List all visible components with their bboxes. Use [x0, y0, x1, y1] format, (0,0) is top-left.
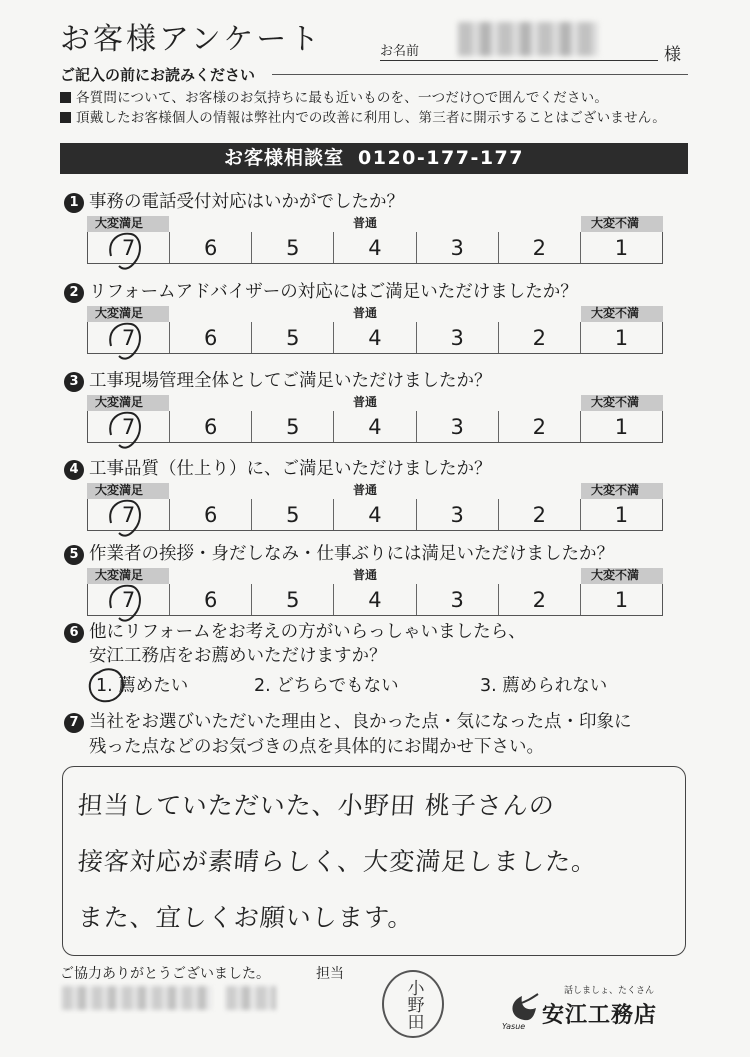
- rating-option-5[interactable]: 5: [251, 499, 333, 530]
- rating-option-7[interactable]: 7: [121, 415, 136, 439]
- scale-header: [87, 214, 663, 232]
- rating-option-4[interactable]: 4: [333, 232, 415, 263]
- question-6: [64, 618, 526, 643]
- comment-line-2: 接客対応が素晴らしく、大変満足しました。: [76, 847, 599, 876]
- rating-option-5[interactable]: 5: [251, 322, 333, 353]
- question-6-line2: 安江工務店をお薦めいただけますか？: [89, 646, 387, 666]
- rating-option-3[interactable]: 3: [416, 584, 498, 615]
- scale-header: [87, 481, 663, 499]
- scale-header: [87, 304, 663, 322]
- label-neutral: 普通: [353, 483, 378, 497]
- question-text: リフォームアドバイザーの対応にはご満足いただけましたか？: [89, 282, 578, 302]
- rating-option-7[interactable]: 7: [121, 326, 136, 350]
- rating-option-7[interactable]: 7: [121, 588, 136, 612]
- customer-name-redacted: [458, 22, 598, 56]
- rating-option-2[interactable]: 2: [498, 584, 580, 615]
- question-7-line2: 残った点などのお気づきの点を具体的にお聞かせ下さい。: [89, 737, 544, 757]
- rating-option-6[interactable]: 6: [169, 232, 251, 263]
- scale-row: [87, 411, 663, 443]
- name-honorific: 様: [664, 45, 681, 65]
- label-very-satisfied: 大変満足: [95, 306, 144, 320]
- square-bullet-icon: [60, 92, 71, 103]
- rating-option-1[interactable]: 1: [580, 411, 662, 442]
- rating-option-3[interactable]: 3: [416, 232, 498, 263]
- label-neutral: 普通: [353, 568, 378, 582]
- rating-option-3[interactable]: 3: [416, 322, 498, 353]
- intro-note-1: 各質問について、お客様のお気持ちに最も近いものを、一つだけ○で囲んでください。: [60, 86, 608, 106]
- option-recommend[interactable]: 1. 薦めたい: [96, 676, 189, 696]
- rating-option-1[interactable]: 1: [580, 232, 662, 263]
- contact-phone: 0120-177-177: [358, 147, 524, 169]
- rating-scale: [87, 566, 663, 618]
- rating-option-4[interactable]: 4: [333, 411, 415, 442]
- scale-header: [87, 566, 663, 584]
- question-2: [64, 278, 578, 303]
- logo-tagline: 話しましょ、たくさん: [564, 986, 655, 996]
- handwritten-circle-icon: [101, 493, 147, 543]
- question-number-badge: 1: [64, 193, 84, 213]
- comment-line-3: また、宜しくお願いします。: [76, 903, 415, 932]
- rating-option-5[interactable]: 5: [251, 584, 333, 615]
- leaf-logo-icon: [504, 990, 544, 1026]
- question-number-badge: 3: [64, 372, 84, 392]
- label-very-dissatisfied: 大変不満: [591, 306, 640, 320]
- question-5: [64, 540, 614, 565]
- rating-option-6[interactable]: 6: [169, 411, 251, 442]
- question-1: [64, 188, 404, 213]
- handwritten-circle-icon: [101, 316, 147, 366]
- label-very-satisfied: 大変満足: [95, 568, 144, 582]
- question-text: 工事現場管理全体としてご満足いただけましたか？: [89, 371, 492, 391]
- scale-row: [87, 232, 663, 264]
- rating-option-6[interactable]: 6: [169, 584, 251, 615]
- scale-header: [87, 393, 663, 411]
- logo-subtext: Yasue: [502, 1022, 526, 1031]
- handwritten-circle-icon: [82, 664, 132, 706]
- rating-option-2[interactable]: 2: [498, 232, 580, 263]
- option-not-recommend[interactable]: 3. 薦められない: [480, 676, 608, 696]
- rating-scale: [87, 214, 663, 266]
- rating-option-7[interactable]: 7: [121, 503, 136, 527]
- rating-option-3[interactable]: 3: [416, 411, 498, 442]
- scale-row: [87, 584, 663, 616]
- scale-row: [87, 499, 663, 531]
- rating-option-5[interactable]: 5: [251, 232, 333, 263]
- rating-option-1[interactable]: 1: [580, 499, 662, 530]
- rating-option-5[interactable]: 5: [251, 411, 333, 442]
- label-very-dissatisfied: 大変不満: [591, 568, 640, 582]
- handwritten-circle-icon: [101, 226, 147, 276]
- rating-option-2[interactable]: 2: [498, 499, 580, 530]
- rating-option-6[interactable]: 6: [169, 322, 251, 353]
- label-neutral: 普通: [353, 216, 378, 230]
- rating-option-6[interactable]: 6: [169, 499, 251, 530]
- question-number-badge: 6: [64, 623, 84, 643]
- staff-label: 担当: [316, 966, 344, 982]
- label-very-dissatisfied: 大変不満: [591, 216, 640, 230]
- label-very-dissatisfied: 大変不満: [591, 395, 640, 409]
- handwritten-circle-icon: [101, 405, 147, 455]
- form-title: お客様アンケート: [60, 22, 323, 57]
- question-number-badge: 2: [64, 283, 84, 303]
- square-bullet-icon: [60, 112, 71, 123]
- scale-row: [87, 322, 663, 354]
- contact-label: お客様相談室: [224, 147, 345, 169]
- staff-seal: 小野田: [382, 970, 444, 1038]
- label-very-satisfied: 大変満足: [95, 216, 144, 230]
- question-text: 作業者の挨拶・身だしなみ・仕事ぶりには満足いただけましたか？: [89, 544, 614, 564]
- label-very-dissatisfied: 大変不満: [591, 483, 640, 497]
- rating-scale: [87, 481, 663, 533]
- contact-banner: [60, 143, 688, 174]
- question-4: [64, 455, 492, 480]
- option-neutral[interactable]: 2. どちらでもない: [254, 676, 399, 696]
- comment-line-1: 担当していただいた、小野田 桃子さんの: [76, 791, 556, 820]
- question-7: [64, 708, 632, 733]
- question-number-badge: 4: [64, 460, 84, 480]
- question-number-badge: 7: [64, 713, 84, 733]
- rating-option-3[interactable]: 3: [416, 499, 498, 530]
- redacted-info: [226, 986, 276, 1010]
- question-text: 他にリフォームをお考えの方がいらっしゃいましたら、: [89, 622, 526, 642]
- rating-option-4[interactable]: 4: [333, 499, 415, 530]
- intro-rule: [272, 74, 688, 75]
- rating-scale: [87, 393, 663, 445]
- question-text: 工事品質（仕上り）に、ご満足いただけましたか？: [89, 459, 492, 479]
- rating-option-1[interactable]: 1: [580, 584, 662, 615]
- rating-option-7[interactable]: 7: [121, 236, 136, 260]
- label-very-satisfied: 大変満足: [95, 483, 144, 497]
- company-logo-name: 安江工務店: [542, 1003, 658, 1028]
- name-label: お名前: [380, 44, 420, 59]
- rating-option-2[interactable]: 2: [498, 322, 580, 353]
- label-very-satisfied: 大変満足: [95, 395, 144, 409]
- rating-option-4[interactable]: 4: [333, 584, 415, 615]
- rating-scale: [87, 304, 663, 356]
- name-line: [380, 60, 658, 61]
- rating-option-1[interactable]: 1: [580, 322, 662, 353]
- rating-option-2[interactable]: 2: [498, 411, 580, 442]
- label-neutral: 普通: [353, 395, 378, 409]
- question-3: [64, 367, 492, 392]
- label-neutral: 普通: [353, 306, 378, 320]
- intro-note-2: 頂戴したお客様個人の情報は弊社内での改善に利用し、第三者に開示することはございません。: [60, 106, 666, 126]
- intro-heading: ご記入の前にお読みください: [60, 66, 256, 84]
- question-number-badge: 5: [64, 545, 84, 565]
- redacted-info: [62, 986, 212, 1010]
- thanks-text: ご協力ありがとうございました。: [60, 966, 270, 982]
- rating-option-4[interactable]: 4: [333, 322, 415, 353]
- question-text: 事務の電話受付対応はいかがでしたか？: [89, 192, 404, 212]
- question-text: 当社をお選びいただいた理由と、良かった点・気になった点・印象に: [89, 712, 632, 732]
